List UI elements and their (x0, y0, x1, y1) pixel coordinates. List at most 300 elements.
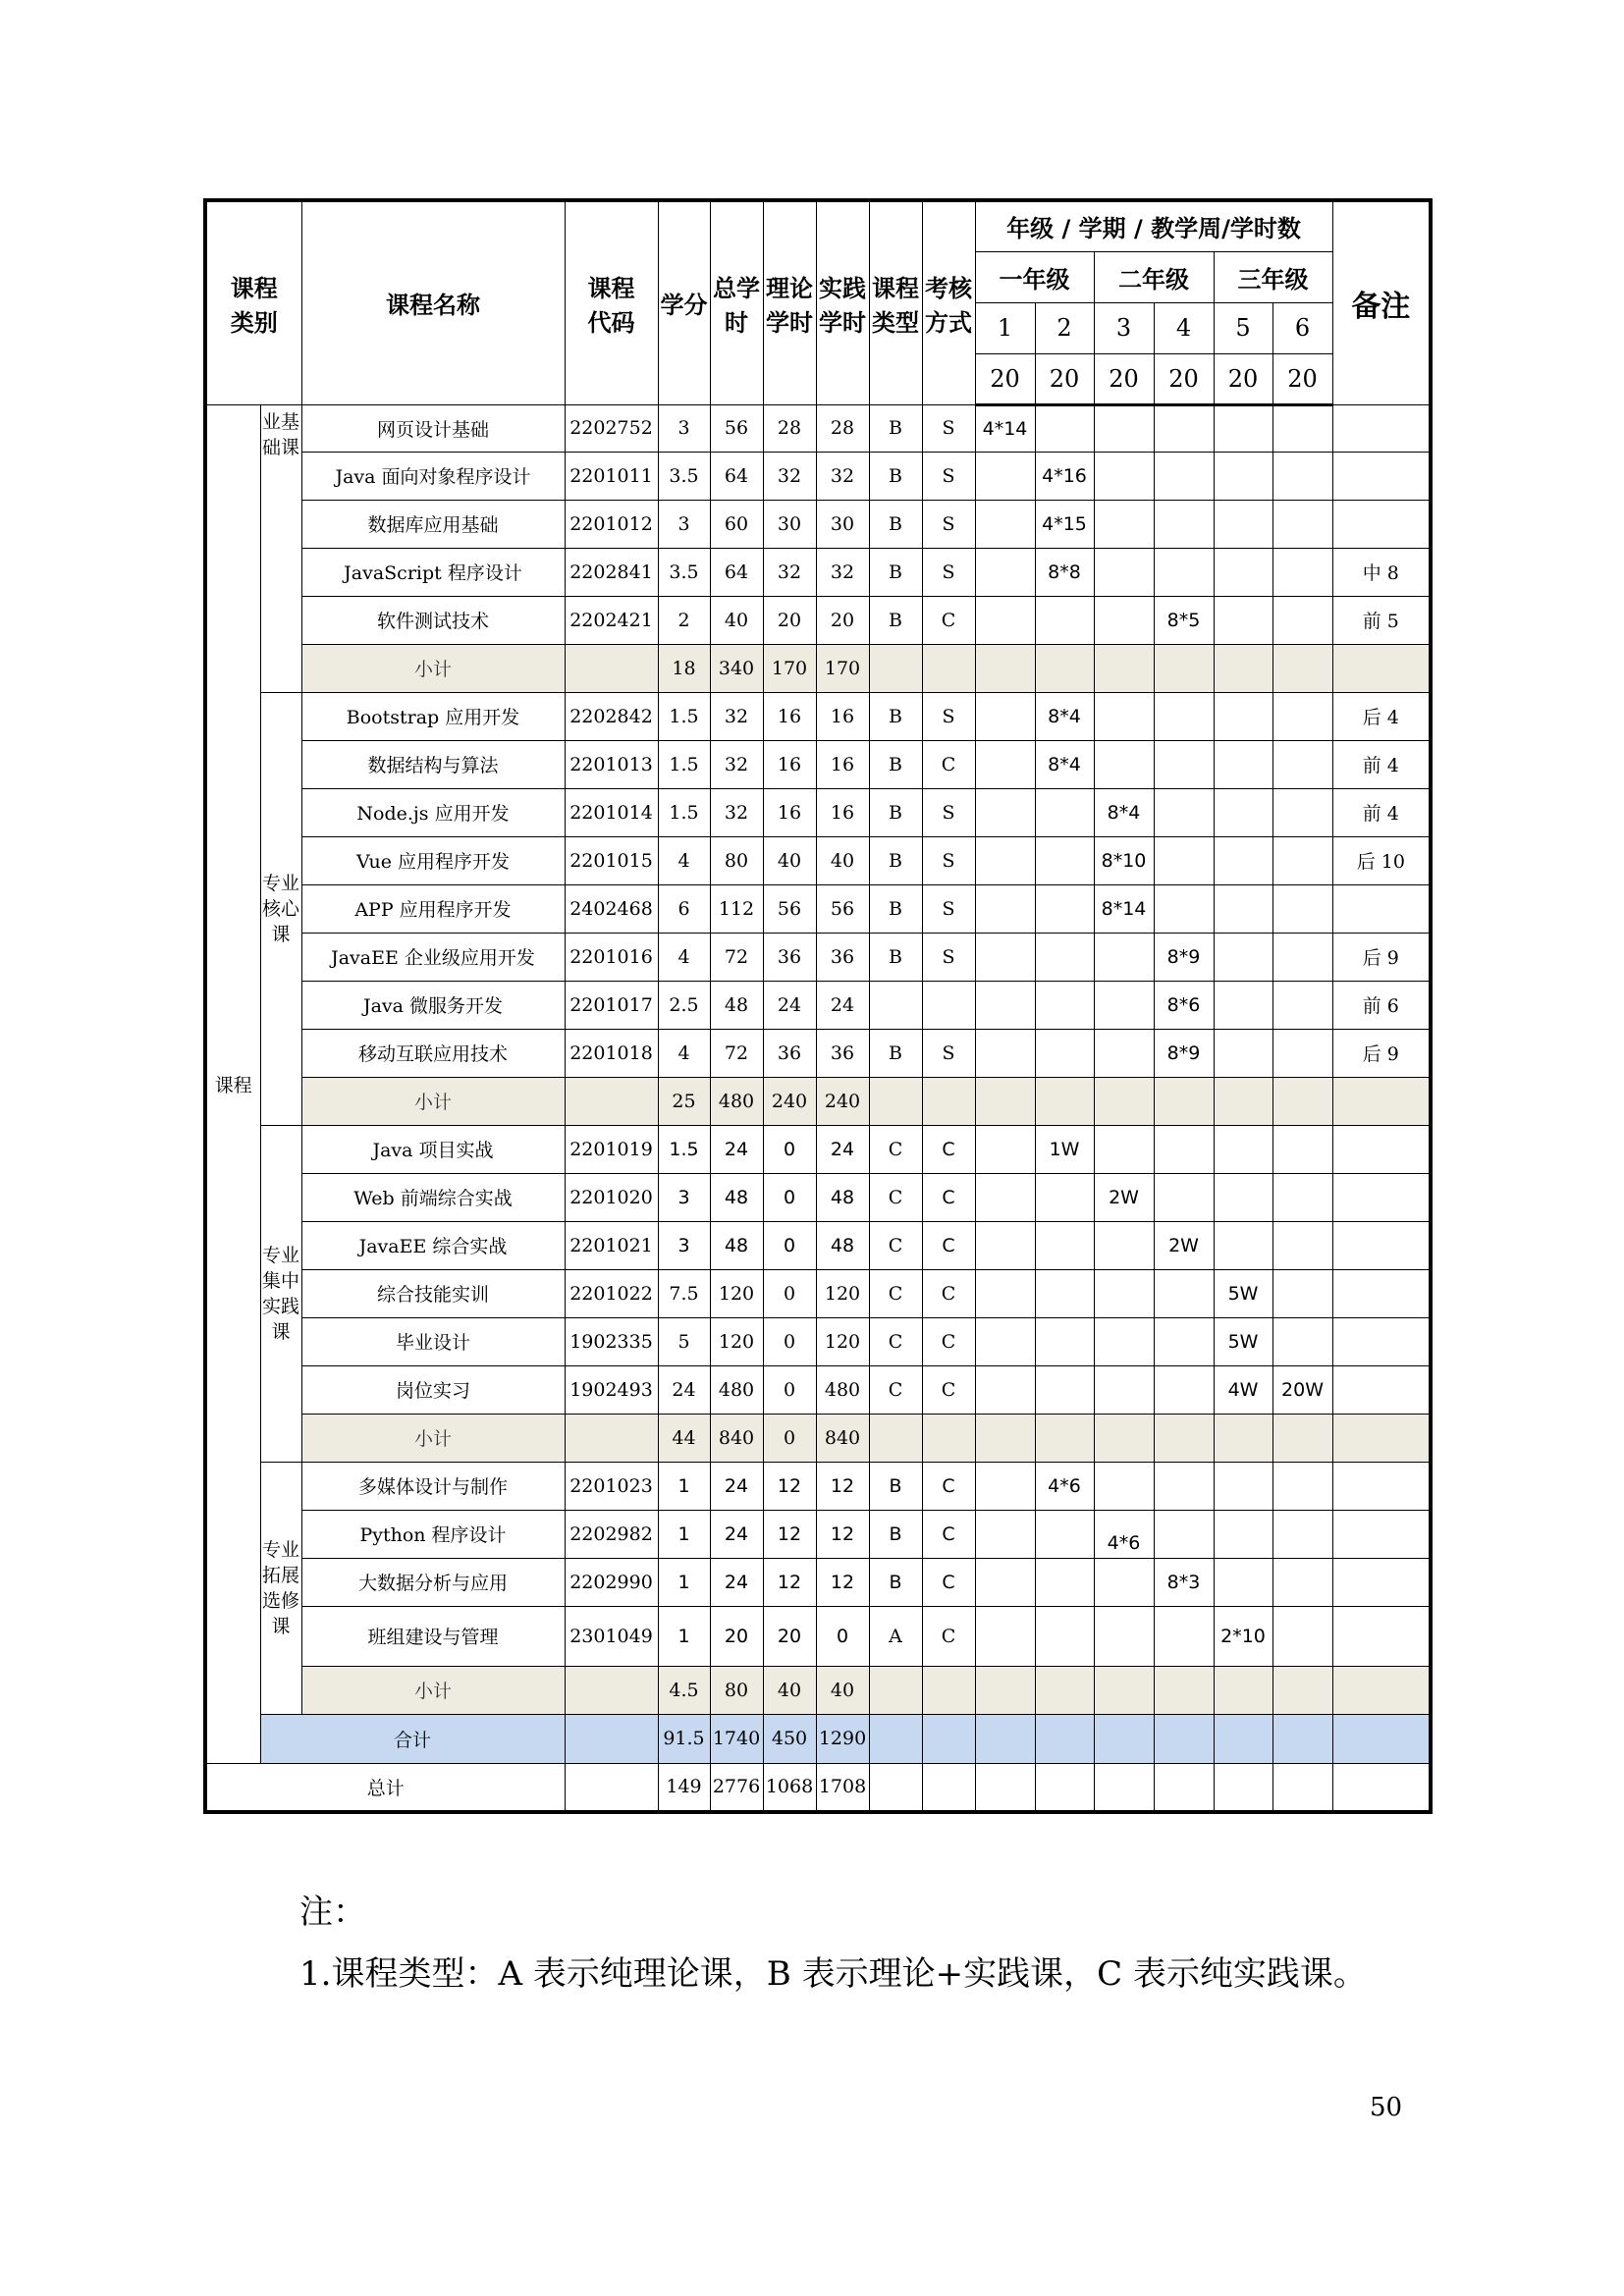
course-total-hours: 72 (710, 933, 763, 981)
semester-hours (1094, 1365, 1154, 1414)
semester-hours: 8*8 (1035, 548, 1094, 596)
table-row (205, 981, 1431, 1029)
semester-hours: 4*6 (1094, 1510, 1154, 1558)
semester-hours (1272, 788, 1332, 836)
subtotal-theory-hours: 240 (763, 1077, 816, 1125)
semester-hours (1272, 836, 1332, 884)
course-theory-hours: 36 (763, 933, 816, 981)
subtotal-empty (1154, 1414, 1214, 1462)
semester-hours (975, 1510, 1035, 1558)
semester-hours (1272, 596, 1332, 644)
course-name: Python 程序设计 (301, 1510, 565, 1558)
semester-hours (1154, 1510, 1214, 1558)
subtotal-empty (975, 1414, 1035, 1462)
course-name: Bootstrap 应用开发 (301, 692, 565, 740)
course-total-hours: 64 (710, 452, 763, 500)
heji-row (205, 1714, 1431, 1763)
course-type: A (869, 1606, 922, 1666)
course-name: 多媒体设计与制作 (301, 1462, 565, 1510)
course-practice-hours: 12 (816, 1510, 869, 1558)
semester-hours: 20W (1272, 1365, 1332, 1414)
heji-empty (1214, 1714, 1272, 1763)
zongji-empty (1035, 1763, 1094, 1812)
course-remark (1332, 1510, 1431, 1558)
course-assessment: S (922, 692, 975, 740)
subtotal-empty (1094, 644, 1154, 692)
semester-hours (1035, 1365, 1094, 1414)
heji-empty (1272, 1714, 1332, 1763)
course-total-hours: 120 (710, 1269, 763, 1317)
semester-hours (1094, 1317, 1154, 1365)
subtotal-empty (869, 644, 922, 692)
semester-hours: 2W (1154, 1221, 1214, 1269)
course-total-hours: 24 (710, 1558, 763, 1606)
subtotal-empty (1272, 644, 1332, 692)
course-assessment: S (922, 1029, 975, 1077)
subtotal-practice-hours: 840 (816, 1414, 869, 1462)
course-type: B (869, 788, 922, 836)
header-weeks: 20 (1094, 353, 1154, 404)
semester-hours (975, 1317, 1035, 1365)
subtotal-practice-hours: 40 (816, 1666, 869, 1714)
course-credit: 1.5 (658, 692, 710, 740)
heji-practice-hours: 1290 (816, 1714, 869, 1763)
semester-hours (1154, 884, 1214, 933)
course-remark (1332, 1606, 1431, 1666)
semester-hours (1035, 836, 1094, 884)
course-type: B (869, 884, 922, 933)
course-remark: 后 9 (1332, 933, 1431, 981)
semester-hours (1214, 1125, 1272, 1173)
semester-hours (1214, 404, 1272, 452)
subtotal-row (205, 1077, 1431, 1125)
subtotal-practice-hours: 240 (816, 1077, 869, 1125)
course-remark (1332, 452, 1431, 500)
semester-hours (1094, 740, 1154, 788)
subtotal-label: 小计 (301, 1077, 565, 1125)
course-assessment: C (922, 596, 975, 644)
course-total-hours: 24 (710, 1125, 763, 1173)
header-semester: 2 (1035, 302, 1094, 353)
course-remark: 中 8 (1332, 548, 1431, 596)
subtotal-empty (1214, 1414, 1272, 1462)
course-practice-hours: 480 (816, 1365, 869, 1414)
semester-hours (1154, 1269, 1214, 1317)
header-credits: 学分 (658, 200, 710, 404)
course-credit: 1 (658, 1558, 710, 1606)
semester-hours (975, 1606, 1035, 1666)
semester-hours (1094, 933, 1154, 981)
course-practice-hours: 40 (816, 836, 869, 884)
semester-hours: 5W (1214, 1269, 1272, 1317)
semester-hours: 8*5 (1154, 596, 1214, 644)
course-type: B (869, 500, 922, 548)
course-remark: 后 10 (1332, 836, 1431, 884)
semester-hours (975, 596, 1035, 644)
table-row (205, 740, 1431, 788)
course-theory-hours: 0 (763, 1221, 816, 1269)
course-theory-hours: 32 (763, 548, 816, 596)
semester-hours (1035, 933, 1094, 981)
semester-hours (1272, 1125, 1332, 1173)
course-type: C (869, 1317, 922, 1365)
semester-hours (1035, 1558, 1094, 1606)
semester-hours: 8*10 (1094, 836, 1154, 884)
semester-hours: 1W (1035, 1125, 1094, 1173)
subtotal-empty (1272, 1077, 1332, 1125)
course-name: JavaScript 程序设计 (301, 548, 565, 596)
group-label: 专业集中实践课 (260, 1125, 301, 1462)
course-total-hours: 32 (710, 692, 763, 740)
table-row (205, 1221, 1431, 1269)
course-remark (1332, 404, 1431, 452)
course-total-hours: 72 (710, 1029, 763, 1077)
course-assessment: S (922, 788, 975, 836)
course-total-hours: 32 (710, 788, 763, 836)
heji-code (565, 1714, 658, 1763)
semester-hours (1214, 1173, 1272, 1221)
course-type: B (869, 548, 922, 596)
course-name: 毕业设计 (301, 1317, 565, 1365)
zongji-label: 总计 (205, 1763, 565, 1812)
subtotal-label: 小计 (301, 1666, 565, 1714)
header-semester: 3 (1094, 302, 1154, 353)
header-weeks: 20 (1154, 353, 1214, 404)
course-code: 2201023 (565, 1462, 658, 1510)
semester-hours (975, 836, 1035, 884)
semester-hours (975, 548, 1035, 596)
header-total-hours: 总学时 (710, 200, 763, 404)
semester-hours (1035, 1606, 1094, 1666)
course-type: B (869, 596, 922, 644)
semester-hours (1272, 1606, 1332, 1666)
header-year3: 三年级 (1214, 251, 1332, 302)
subtotal-empty (1332, 1666, 1431, 1714)
header-assessment: 考核方式 (922, 200, 975, 404)
course-total-hours: 20 (710, 1606, 763, 1666)
course-type: B (869, 836, 922, 884)
table-row (205, 1510, 1431, 1558)
semester-hours: 8*9 (1154, 933, 1214, 981)
header-weeks: 20 (975, 353, 1035, 404)
subtotal-empty (922, 1077, 975, 1125)
heji-label: 合计 (260, 1714, 565, 1763)
subtotal-empty (975, 1077, 1035, 1125)
table-row (205, 836, 1431, 884)
semester-hours (1094, 1606, 1154, 1666)
table-row (205, 452, 1431, 500)
semester-hours (1154, 1462, 1214, 1510)
header-weeks: 20 (1035, 353, 1094, 404)
course-name: Java 微服务开发 (301, 981, 565, 1029)
course-credit: 1 (658, 1606, 710, 1666)
course-theory-hours: 12 (763, 1558, 816, 1606)
semester-hours (975, 1558, 1035, 1606)
course-theory-hours: 0 (763, 1365, 816, 1414)
course-type: B (869, 1029, 922, 1077)
course-code: 1902335 (565, 1317, 658, 1365)
semester-hours (1214, 596, 1272, 644)
semester-hours (1094, 548, 1154, 596)
table-body (205, 404, 1431, 1812)
heji-credit: 91.5 (658, 1714, 710, 1763)
semester-hours (1035, 981, 1094, 1029)
group-label: 专业核心课 (260, 692, 301, 1125)
subtotal-empty (1272, 1414, 1332, 1462)
table-row (205, 933, 1431, 981)
semester-hours (1094, 1221, 1154, 1269)
course-credit: 1.5 (658, 740, 710, 788)
course-assessment: S (922, 548, 975, 596)
course-practice-hours: 16 (816, 692, 869, 740)
course-total-hours: 24 (710, 1510, 763, 1558)
semester-hours (1154, 1317, 1214, 1365)
semester-hours (1154, 452, 1214, 500)
course-total-hours: 32 (710, 740, 763, 788)
semester-hours (1272, 404, 1332, 452)
table-row (205, 1558, 1431, 1606)
subtotal-empty (1035, 1414, 1094, 1462)
header-practice-hours: 实践学时 (816, 200, 869, 404)
subtotal-row (205, 644, 1431, 692)
course-assessment: S (922, 404, 975, 452)
course-assessment: C (922, 1317, 975, 1365)
semester-hours (1214, 452, 1272, 500)
course-total-hours: 24 (710, 1462, 763, 1510)
course-assessment: C (922, 1365, 975, 1414)
header-semester: 5 (1214, 302, 1272, 353)
course-type: B (869, 740, 922, 788)
subtotal-empty (1332, 1414, 1431, 1462)
course-code: 2201022 (565, 1269, 658, 1317)
semester-hours (975, 1269, 1035, 1317)
semester-hours (1035, 1269, 1094, 1317)
notes-heading: 注： (299, 1893, 366, 1932)
table-row (205, 596, 1431, 644)
course-name: 大数据分析与应用 (301, 1558, 565, 1606)
subtotal-empty (869, 1077, 922, 1125)
course-assessment: C (922, 1462, 975, 1510)
header-year2: 二年级 (1094, 251, 1214, 302)
semester-hours: 4*15 (1035, 500, 1094, 548)
course-code: 2202842 (565, 692, 658, 740)
course-name: Java 项目实战 (301, 1125, 565, 1173)
course-theory-hours: 0 (763, 1269, 816, 1317)
semester-hours: 8*4 (1035, 692, 1094, 740)
semester-hours: 5W (1214, 1317, 1272, 1365)
subtotal-empty (1035, 1666, 1094, 1714)
course-theory-hours: 28 (763, 404, 816, 452)
semester-hours (1154, 692, 1214, 740)
course-name: 移动互联应用技术 (301, 1029, 565, 1077)
zongji-empty (1154, 1763, 1214, 1812)
curriculum-table (203, 198, 1433, 1814)
course-type: C (869, 1125, 922, 1173)
semester-hours: 4*14 (975, 404, 1035, 452)
header-weeks: 20 (1214, 353, 1272, 404)
header-semester: 6 (1272, 302, 1332, 353)
subtotal-empty (1094, 1077, 1154, 1125)
course-code: 2201020 (565, 1173, 658, 1221)
course-remark (1332, 500, 1431, 548)
course-theory-hours: 32 (763, 452, 816, 500)
semester-hours (975, 740, 1035, 788)
page-number: 50 (1370, 2093, 1403, 2122)
course-name: 网页设计基础 (301, 404, 565, 452)
semester-hours (975, 981, 1035, 1029)
course-credit: 24 (658, 1365, 710, 1414)
course-credit: 3 (658, 500, 710, 548)
semester-hours: 8*4 (1094, 788, 1154, 836)
subtotal-code (565, 1077, 658, 1125)
course-code: 2301049 (565, 1606, 658, 1666)
header-course-type: 课程类型 (869, 200, 922, 404)
course-credit: 2.5 (658, 981, 710, 1029)
subtotal-empty (1154, 1077, 1214, 1125)
course-practice-hours: 24 (816, 981, 869, 1029)
subtotal-empty (975, 644, 1035, 692)
course-type: C (869, 1365, 922, 1414)
subtotal-empty (1214, 1666, 1272, 1714)
course-type: B (869, 1462, 922, 1510)
course-credit: 3 (658, 1221, 710, 1269)
subtotal-row (205, 1414, 1431, 1462)
course-name: 软件测试技术 (301, 596, 565, 644)
subtotal-label: 小计 (301, 644, 565, 692)
course-code: 2201019 (565, 1125, 658, 1173)
subtotal-row (205, 1666, 1431, 1714)
course-type: B (869, 1558, 922, 1606)
course-assessment: C (922, 1173, 975, 1221)
heji-empty (975, 1714, 1035, 1763)
course-assessment: S (922, 452, 975, 500)
semester-hours (1154, 500, 1214, 548)
table-row (205, 548, 1431, 596)
course-practice-hours: 16 (816, 788, 869, 836)
semester-hours: 2W (1094, 1173, 1154, 1221)
semester-hours (1094, 404, 1154, 452)
semester-hours (1272, 452, 1332, 500)
semester-hours (975, 1462, 1035, 1510)
semester-hours (1214, 1510, 1272, 1558)
subtotal-empty (1154, 644, 1214, 692)
semester-hours (1035, 1510, 1094, 1558)
heji-empty (1332, 1714, 1431, 1763)
header-remarks: 备注 (1332, 200, 1431, 404)
table-row (205, 1269, 1431, 1317)
course-assessment: C (922, 1510, 975, 1558)
semester-hours (1154, 836, 1214, 884)
semester-hours (1272, 548, 1332, 596)
course-remark: 后 9 (1332, 1029, 1431, 1077)
course-practice-hours: 56 (816, 884, 869, 933)
course-remark: 前 6 (1332, 981, 1431, 1029)
semester-hours: 4*6 (1035, 1462, 1094, 1510)
group-label: 专业拓展选修课 (260, 1462, 301, 1714)
table-row (205, 1317, 1431, 1365)
semester-hours (975, 452, 1035, 500)
subtotal-empty (1214, 644, 1272, 692)
course-assessment: S (922, 933, 975, 981)
course-remark (1332, 1269, 1431, 1317)
zongji-empty (869, 1763, 922, 1812)
semester-hours (1154, 1606, 1214, 1666)
semester-hours (1154, 1125, 1214, 1173)
course-total-hours: 48 (710, 981, 763, 1029)
table-row (205, 884, 1431, 933)
semester-hours: 2*10 (1214, 1606, 1272, 1666)
subtotal-code (565, 644, 658, 692)
semester-hours (1272, 1173, 1332, 1221)
course-code: 2202841 (565, 548, 658, 596)
course-theory-hours: 40 (763, 836, 816, 884)
course-code: 2201016 (565, 933, 658, 981)
course-assessment: C (922, 1125, 975, 1173)
header-weeks: 20 (1272, 353, 1332, 404)
course-total-hours: 48 (710, 1221, 763, 1269)
course-total-hours: 40 (710, 596, 763, 644)
course-code: 2202752 (565, 404, 658, 452)
semester-hours (1214, 692, 1272, 740)
course-name: Node.js 应用开发 (301, 788, 565, 836)
semester-hours (1094, 1125, 1154, 1173)
table-header (205, 200, 1431, 404)
course-credit: 2 (658, 596, 710, 644)
semester-hours (1214, 884, 1272, 933)
subtotal-total-hours: 480 (710, 1077, 763, 1125)
course-name: Vue 应用程序开发 (301, 836, 565, 884)
subtotal-theory-hours: 170 (763, 644, 816, 692)
zongji-empty (922, 1763, 975, 1812)
semester-hours (1214, 548, 1272, 596)
subtotal-empty (1332, 644, 1431, 692)
subtotal-empty (1094, 1666, 1154, 1714)
course-credit: 1 (658, 1510, 710, 1558)
course-code: 2202990 (565, 1558, 658, 1606)
heji-empty (869, 1714, 922, 1763)
course-theory-hours: 30 (763, 500, 816, 548)
header-category: 课程类别 (205, 200, 301, 404)
zongji-empty (1272, 1763, 1332, 1812)
course-credit: 3.5 (658, 548, 710, 596)
semester-hours (1214, 981, 1272, 1029)
semester-hours (1035, 884, 1094, 933)
course-total-hours: 112 (710, 884, 763, 933)
semester-hours (1094, 1558, 1154, 1606)
note-item: 1.课程类型：A 表示纯理论课，B 表示理论+实践课，C 表示纯实践课。 (299, 1954, 1367, 1994)
subtotal-empty (1035, 644, 1094, 692)
semester-hours: 4*16 (1035, 452, 1094, 500)
course-credit: 1.5 (658, 788, 710, 836)
semester-hours (1272, 1462, 1332, 1510)
course-remark (1332, 1317, 1431, 1365)
semester-hours (1272, 500, 1332, 548)
subtotal-theory-hours: 40 (763, 1666, 816, 1714)
course-theory-hours: 56 (763, 884, 816, 933)
course-total-hours: 120 (710, 1317, 763, 1365)
semester-hours (975, 500, 1035, 548)
course-remark (1332, 1462, 1431, 1510)
course-practice-hours: 12 (816, 1462, 869, 1510)
course-type (869, 981, 922, 1029)
semester-hours (1214, 836, 1272, 884)
subtotal-empty (869, 1414, 922, 1462)
subtotal-empty (1332, 1077, 1431, 1125)
table-row (205, 500, 1431, 548)
heji-empty (1154, 1714, 1214, 1763)
course-practice-hours: 30 (816, 500, 869, 548)
course-assessment: C (922, 1269, 975, 1317)
